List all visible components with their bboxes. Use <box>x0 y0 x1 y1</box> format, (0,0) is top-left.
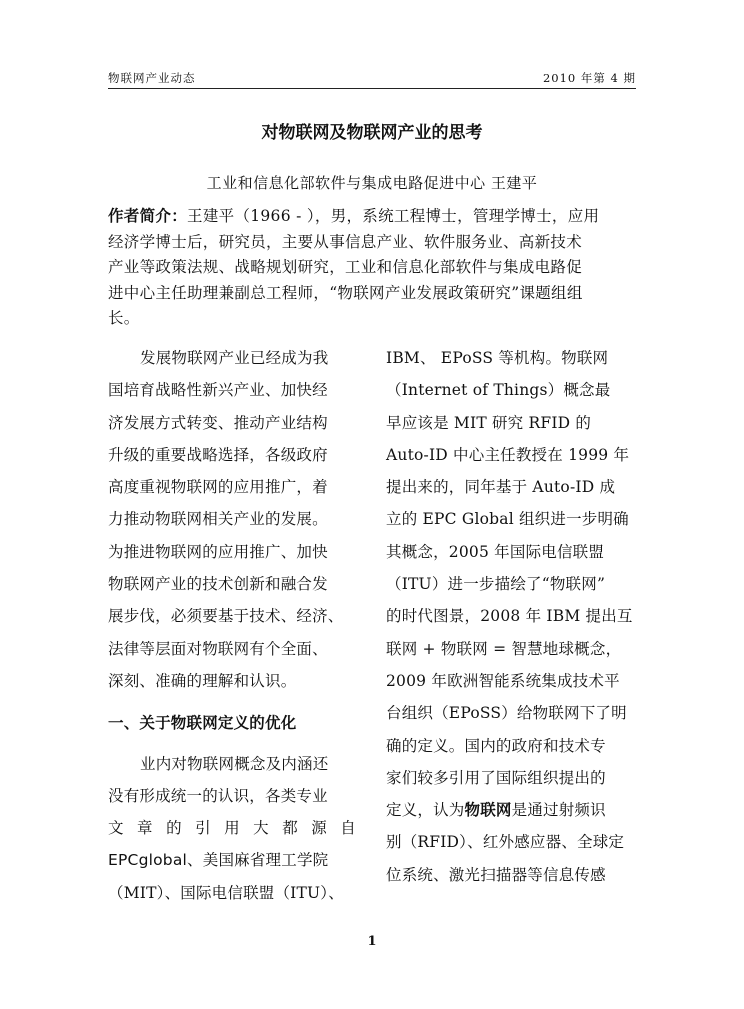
body-line: 没有形成统一的认识，各类专业 <box>108 786 328 805</box>
iot-term: 物联网 <box>464 801 512 820</box>
body-line: 的时代图景，2008 年 IBM 提出互 <box>386 607 633 626</box>
body-line: 深刻、准确的理解和认识。 <box>108 671 297 690</box>
body-line: 别（RFID）、红外感应器、全球定 <box>386 833 625 852</box>
right-column <box>386 342 636 891</box>
body-line: 为推进物联网的应用推广、加快 <box>108 542 328 561</box>
running-header <box>108 66 636 88</box>
author-bio <box>108 204 638 332</box>
body-text: 、美国麻省理工学院 <box>187 851 329 870</box>
body-line: 文 章 的 引 用 大 都 源 自 <box>108 819 356 838</box>
body-line: （ITU）进一步描绘了“物联网” <box>386 575 606 594</box>
body-line: （MIT）、国际电信联盟（ITU）、 <box>108 883 344 902</box>
body-line: 确的定义。国内的政府和技术专 <box>386 736 606 755</box>
body-line: （Internet of Things）概念最 <box>386 381 611 400</box>
body-line: 升级的重要战略选择，各级政府 <box>108 445 328 464</box>
body-line: IBM、 EPoSS 等机构。物联网 <box>386 349 609 367</box>
body-line <box>386 794 636 826</box>
body-line: 展步伐，必须要基于技术、经济、 <box>108 607 344 626</box>
bio-line: 长。 <box>108 309 140 327</box>
section-heading: 一、关于物联网定义的优化 <box>108 714 297 733</box>
body-text: 定义，认为 <box>386 801 465 820</box>
header-journal-section: 物联网产业动态 <box>108 71 196 85</box>
body-line: 立的 EPC Global 组织进一步明确 <box>386 510 629 529</box>
body-line: 台组织（EPoSS）给物联网下了明 <box>386 704 627 723</box>
body-line: 发展物联网产业已经成为我 <box>140 349 329 367</box>
body-line <box>108 844 356 876</box>
bio-label: 作者简介： <box>108 207 188 225</box>
body-line: 济发展方式转变、推动产业结构 <box>108 413 328 432</box>
bio-line: 王建平（1966 - ），男，系统工程博士，管理学博士，应用 <box>187 207 600 225</box>
body-line: 业内对物联网概念及内涵还 <box>140 754 329 773</box>
body-text: 是通过射频识 <box>511 801 606 820</box>
body-line: 2009 年欧洲智能系统集成技术平 <box>386 671 620 690</box>
header-rule <box>108 88 636 89</box>
body-line: 其概念，2005 年国际电信联盟 <box>386 542 605 561</box>
body-line: 位系统、激光扫描器等信息传感 <box>386 865 606 884</box>
body-line: 早应该是 MIT 研究 RFID 的 <box>386 413 592 432</box>
article-title: 对物联网及物联网产业的思考 <box>261 123 483 143</box>
body-line: 法律等层面对物联网有个全面、 <box>108 639 328 658</box>
bio-line: 经济学博士后，研究员，主要从事信息产业、软件服务业、高新技术 <box>108 232 583 251</box>
body-line: 国培育战略性新兴产业、加快经 <box>108 381 328 400</box>
author-line: 工业和信息化部软件与集成电路促进中心 王建平 <box>206 174 538 192</box>
body-line: Auto-ID 中心主任教授在 1999 年 <box>386 445 630 464</box>
header-issue: 2010 年第 4 期 <box>542 71 636 85</box>
body-line: 力推动物联网相关产业的发展。 <box>108 510 328 529</box>
body-line: 提出来的，同年基于 Auto-ID 成 <box>386 478 616 497</box>
page-number: 1 <box>367 934 377 949</box>
body-line: 物联网产业的技术创新和融合发 <box>108 575 328 594</box>
body-line: 高度重视物联网的应用推广，着 <box>108 478 328 497</box>
bio-line: 进中心主任助理兼副总工程师，“物联网产业发展政策研究”课题组组 <box>108 283 583 302</box>
epcglobal-term: EPCglobal <box>108 851 188 870</box>
bio-line: 产业等政策法规、战略规划研究，工业和信息化部软件与集成电路促 <box>108 258 583 276</box>
body-line: 家们较多引用了国际组织提出的 <box>386 768 606 787</box>
left-column <box>108 342 356 909</box>
body-line: 联网 + 物联网 = 智慧地球概念， <box>386 639 622 658</box>
